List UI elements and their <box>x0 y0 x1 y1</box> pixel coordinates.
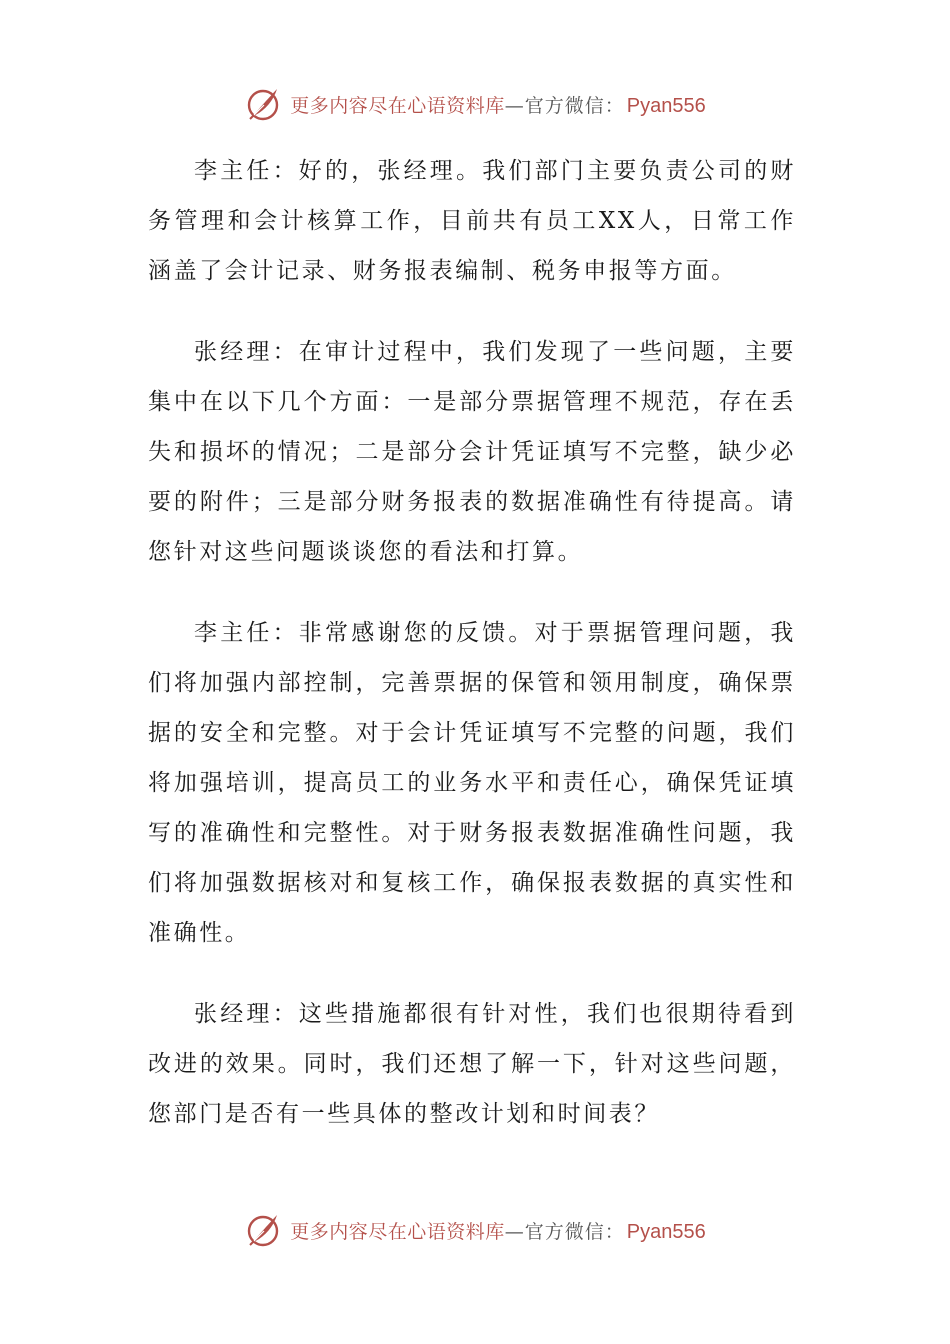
paragraph-3: 李主任：非常感谢您的反馈。对于票据管理问题，我们将加强内部控制，完善票据的保管和领用制度，确保票据的安全和完整。对于会计凭证填写不完整的问题，我们将加强培训，提高员工的业务水平和责任心，确保凭证填写的准确性和完整性。对于财务报表数据准确性问题，我们将加强数据核对和复核工作，确保报表数据的真实性和准确性。 <box>148 620 796 946</box>
footer-banner-wechat-label: —官方微信： <box>504 1220 625 1243</box>
document-body <box>148 146 796 1170</box>
header-banner-title: 更多内容尽在心语资料库 <box>290 94 505 117</box>
footer-banner-text <box>290 1217 706 1244</box>
footer-watermark-banner <box>0 1208 950 1252</box>
quill-pen-logo-icon <box>244 1210 284 1250</box>
paragraph-1: 李主任：好的，张经理。我们部门主要负责公司的财务管理和会计核算工作，目前共有员工XX人，日常工作涵盖了会计记录、财务报表编制、税务申报等方面。 <box>148 158 796 284</box>
footer-banner-wechat-id: Pyan556 <box>626 1220 706 1243</box>
paragraph-4: 张经理：这些措施都很有针对性，我们也很期待看到改进的效果。同时，我们还想了解一下，针对这些问题，您部门是否有一些具体的整改计划和时间表？ <box>148 1001 796 1127</box>
quill-pen-logo-icon <box>244 84 284 124</box>
header-banner-wechat-id: Pyan556 <box>626 94 706 117</box>
paragraph-2: 张经理：在审计过程中，我们发现了一些问题，主要集中在以下几个方面：一是部分票据管理不规范，存在丢失和损坏的情况；二是部分会计凭证填写不完整，缺少必要的附件；三是部分财务报表的数据准确性有待提高。请您针对这些问题谈谈您的看法和打算。 <box>148 339 796 565</box>
header-banner-wechat-label: —官方微信： <box>504 94 625 117</box>
header-banner-text <box>290 91 706 118</box>
footer-banner-title: 更多内容尽在心语资料库 <box>290 1220 505 1243</box>
header-watermark-banner <box>0 82 950 126</box>
